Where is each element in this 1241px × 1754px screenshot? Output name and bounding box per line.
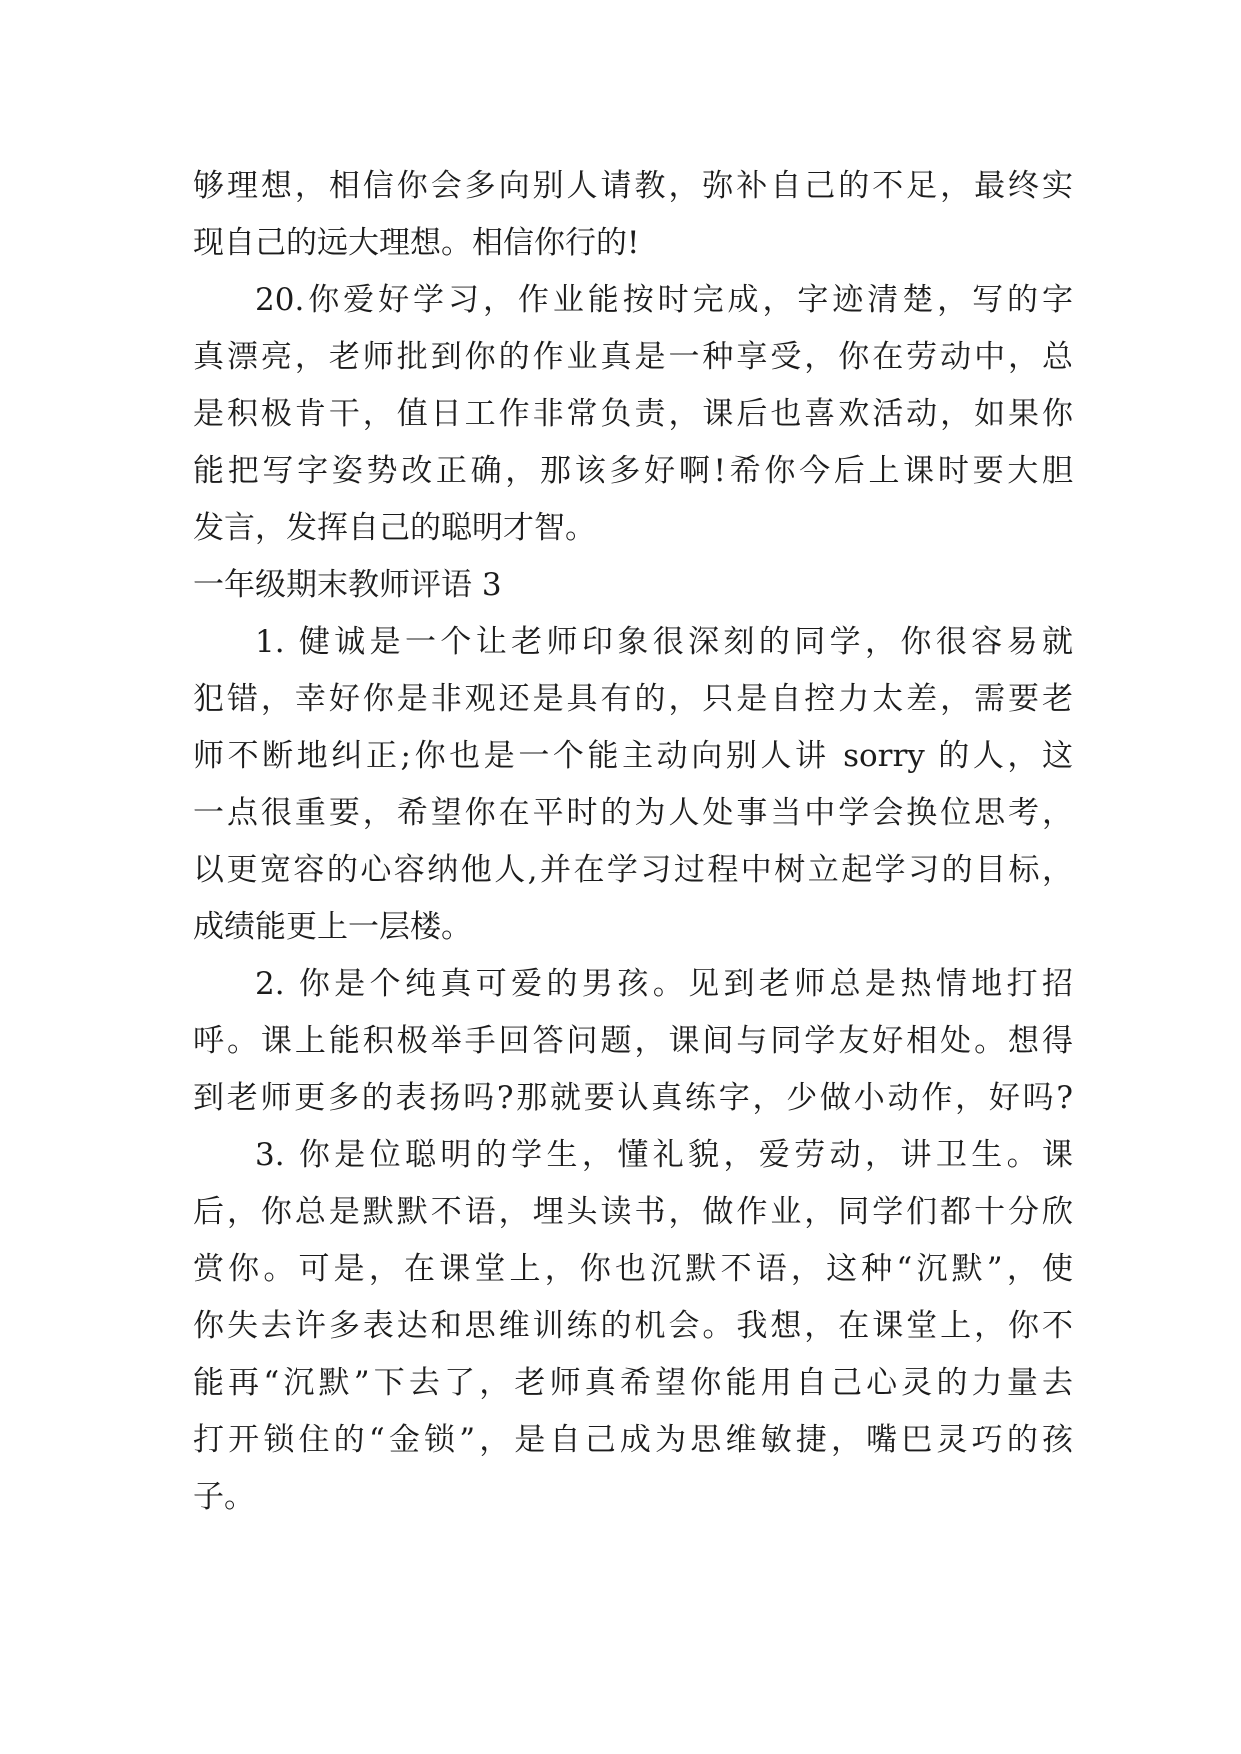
text-line: 够理想，相信你会多向别人请教，弥补自己的不足，最终实 (193, 168, 1073, 204)
text-line: 能再“沉默”下去了，老师真希望你能用自己心灵的力量去 (193, 1365, 1073, 1401)
text-line: 赏你。可是，在课堂上，你也沉默不语，这种“沉默”，使 (193, 1251, 1073, 1287)
paragraph-3-start: 3. 你是位聪明的学生，懂礼貌，爱劳动，讲卫生。课 (255, 1137, 1073, 1173)
text-line: 现自己的远大理想。相信你行的! (193, 225, 640, 261)
text-line: 能把写字姿势改正确，那该多好啊!希你今后上课时要大胆 (193, 453, 1073, 489)
paragraph-20-start: 20.你爱好学习，作业能按时完成，字迹清楚，写的字 (255, 282, 1073, 318)
text-line: 发言，发挥自己的聪明才智。 (193, 510, 596, 546)
text-line: 犯错，幸好你是非观还是具有的，只是自控力太差，需要老 (193, 681, 1073, 717)
text-line: 一点很重要，希望你在平时的为人处事当中学会换位思考， (193, 795, 1073, 831)
text-line: 打开锁住的“金锁”，是自己成为思维敏捷，嘴巴灵巧的孩 (193, 1422, 1073, 1458)
paragraph-1-start: 1. 健诚是一个让老师印象很深刻的同学，你很容易就 (255, 624, 1073, 660)
text-line: 呼。课上能积极举手回答问题，课间与同学友好相处。想得 (193, 1023, 1073, 1059)
text-line: 是积极肯干，值日工作非常负责，课后也喜欢活动，如果你 (193, 396, 1073, 432)
text-line: 真漂亮，老师批到你的作业真是一种享受，你在劳动中，总 (193, 339, 1073, 375)
text-line: 成绩能更上一层楼。 (193, 909, 472, 945)
section-heading: 一年级期末教师评语 3 (193, 567, 502, 603)
text-line: 到老师更多的表扬吗?那就要认真练字，少做小动作，好吗? (193, 1080, 1073, 1116)
text-line: 后，你总是默默不语，埋头读书，做作业，同学们都十分欣 (193, 1194, 1073, 1230)
text-line: 你失去许多表达和思维训练的机会。我想，在课堂上，你不 (193, 1308, 1073, 1344)
text-line: 子。 (193, 1479, 255, 1515)
text-line: 师不断地纠正;你也是一个能主动向别人讲 sorry 的人，这 (193, 738, 1073, 774)
text-line: 以更宽容的心容纳他人,并在学习过程中树立起学习的目标， (193, 852, 1073, 888)
paragraph-2-start: 2. 你是个纯真可爱的男孩。见到老师总是热情地打招 (255, 966, 1073, 1002)
